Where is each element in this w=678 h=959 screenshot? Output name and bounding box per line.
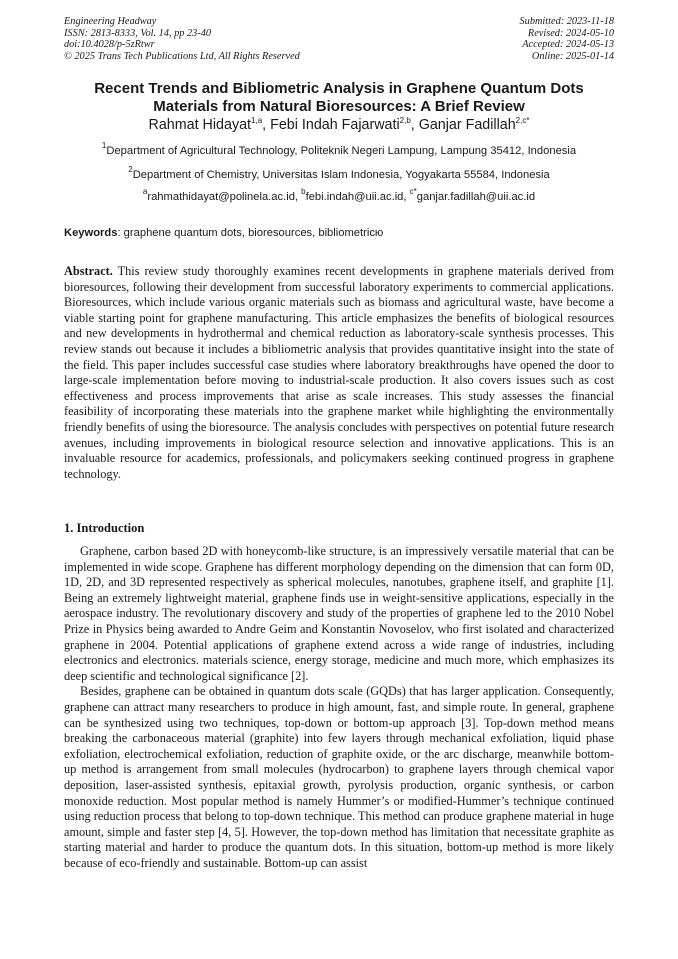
copyright-line: © 2025 Trans Tech Publications Ltd, All Rights Reserved bbox=[64, 50, 300, 62]
affiliation-text: Department of Chemistry, Universitas Islam Indonesia, Yogyakarta 55584, Indonesia bbox=[132, 169, 550, 181]
abstract bbox=[64, 264, 614, 482]
submitted-date: Submitted: 2023-11-18 bbox=[519, 16, 614, 27]
affiliation-text: Department of Agricultural Technology, Politeknik Negeri Lampung, Lampung 35412, Indonesia bbox=[106, 145, 577, 157]
issn-line: ISSN: 2813-8333, Vol. 14, pp 23-40 bbox=[64, 27, 212, 39]
introduction-body bbox=[64, 544, 614, 871]
affiliation-mark: 1 bbox=[101, 141, 107, 150]
author-affiliation-mark: 2,c* bbox=[515, 116, 530, 125]
email-mark: c* bbox=[409, 187, 417, 196]
paper-title: Recent Trends and Bibliometric Analysis in Graphene Quantum Dots Materials from Natural Bioresources: A Brief Review bbox=[94, 80, 584, 115]
journal-name: Engineering Headway bbox=[64, 16, 157, 27]
abstract-text: This review study thoroughly examines recent developments in graphene materials derived from bioresources, following their development from successful laboratory experiments to commercial applications. Bioresources, which include various organic materials such as biomass and agricultural waste, have become a viable starting point for graphene manufacturing. This article emphasizes the benefits of biological resources and new developments in hydrothermal and chemical reduction as laboratory-scale synthesis processes. This review stands out because it includes a bibliometric analysis that provides quantitative insight into the state of the field. This paper includes successful case studies where laboratory breakthroughs have opened the door to large-scale implementation before moving to industrial-scale production. It also covers issues such as cost effectiveness and process improvements that arise as scale increases. This study assesses the financial feasibility of incorporating these materials into the graphene market while highlighting the environmentally friendly benefits of using the bioresource. The analysis concludes with perspectives on potential future research avenues, including improvements in biological resource selection and innovative applications. This is an invaluable resource for academics, professionals, and policymakers seeking continued progress in graphene technology. bbox=[64, 264, 614, 481]
doi-line: doi:10.4028/p-5zRtwr bbox=[64, 39, 155, 51]
paragraph: Graphene, carbon based 2D with honeycomb-like structure, is an impressively versatile material that can be implemented in wide scope. Graphene has different morphology depending on the dimension that can form 0D, 1D, 2D, and 3D represented respectively as spherical molecules, nanotubes, graphene itself, and graphite [1]. Being an extremely lightweight material, graphene finds use in weight-sensitive applications, especially in the aerospace industry. The revolutionary discovery and study of the properties of graphene led to the 2010 Nobel Prize in Physics being awarded to Andre Geim and Konstantin Novoselov, who first isolated and characterized graphene in 2004. Potential applications of graphene extend across a wide range of industries, including electronics and electronics. materials science, energy storage, medicine and much more, which emphasizes its deep scientific and technological significance [2]. bbox=[64, 544, 614, 683]
author-name: Febi Indah Fajarwati bbox=[270, 117, 400, 133]
paragraph: Besides, graphene can be obtained in quantum dots scale (GQDs) that has larger application. Consequently, graphene can attract many researchers to produce in high amount, fast, and simple route. In general, graphene can be synthesized using two techniques, top-down or bottom-up approach [3]. Top-down method means breaking the carbonaceous material (graphite) into few layers through mechanical exfoliation, liquid phase exfoliation, electrochemical exfoliation, reduction of graphite oxide, or the arc discharge, meanwhile bottom-up method is arrangement from small molecules (hydrocarbon) to graphene layers through chemical vapor deposition, laser-assisted synthesis, epitaxial growth, pyrolysis production, organic synthesis, or carbon monoxide reduction. Most popular method is namely Hummer’s or modified-Hummer’s technique continued using reduction process that belong to top-down technique. This method can produce graphene material in huge amount, simple and faster step [4, 5]. However, the top-down method has limitation that necessitate graphite as starting material and harder to produce the quantum dots. In this situation, bottom-up method is more likely because of eco-friendly and sustainable. Bottom-up can assist bbox=[64, 684, 614, 870]
accepted-date: Accepted: 2024-05-13 bbox=[522, 39, 614, 51]
online-date: Online: 2025-01-14 bbox=[531, 50, 614, 62]
affiliation-mark: 2 bbox=[128, 165, 133, 174]
author-name: Ganjar Fadillah bbox=[418, 117, 516, 133]
author-name: Rahmat Hidayat bbox=[148, 117, 252, 133]
abstract-label: Abstract. bbox=[64, 264, 113, 278]
section-heading-introduction: 1. Introduction bbox=[64, 521, 145, 535]
keywords bbox=[64, 226, 614, 240]
affiliation-2 bbox=[50, 165, 628, 182]
email-list: $^a$rahmathidayat@polinela.ac.id, $^b$febi.indah@uii.ac.id, $^{c*}$ganjar.fadillah@uii.ac.id bbox=[142, 187, 536, 203]
affiliation-1 bbox=[50, 141, 628, 158]
author-list: Rahmat Hidayat$^{1,a}$, Febi Indah Fajarwati$^{2,b}$, Ganjar Fadillah$^{2,c*}$ bbox=[148, 116, 530, 133]
email-mark: a bbox=[142, 187, 148, 196]
author-affiliation-mark: 1,a bbox=[251, 116, 263, 125]
journal-info bbox=[64, 16, 300, 62]
revised-date: Revised: 2024-05-10 bbox=[527, 27, 614, 39]
email-mark: b bbox=[301, 187, 306, 196]
email-address: ganjar.fadillah@uii.ac.id bbox=[416, 191, 536, 203]
author-affiliation-mark: 2,b bbox=[399, 116, 411, 125]
email-address: rahmathidayat@polinela.ac.id bbox=[147, 191, 295, 203]
keywords-label: Keywords bbox=[64, 227, 118, 239]
keywords-text: : graphene quantum dots, bioresources, bibliometricю bbox=[117, 227, 384, 239]
email-address: febi.indah@uii.ac.id bbox=[305, 191, 404, 203]
publication-dates bbox=[520, 16, 614, 62]
